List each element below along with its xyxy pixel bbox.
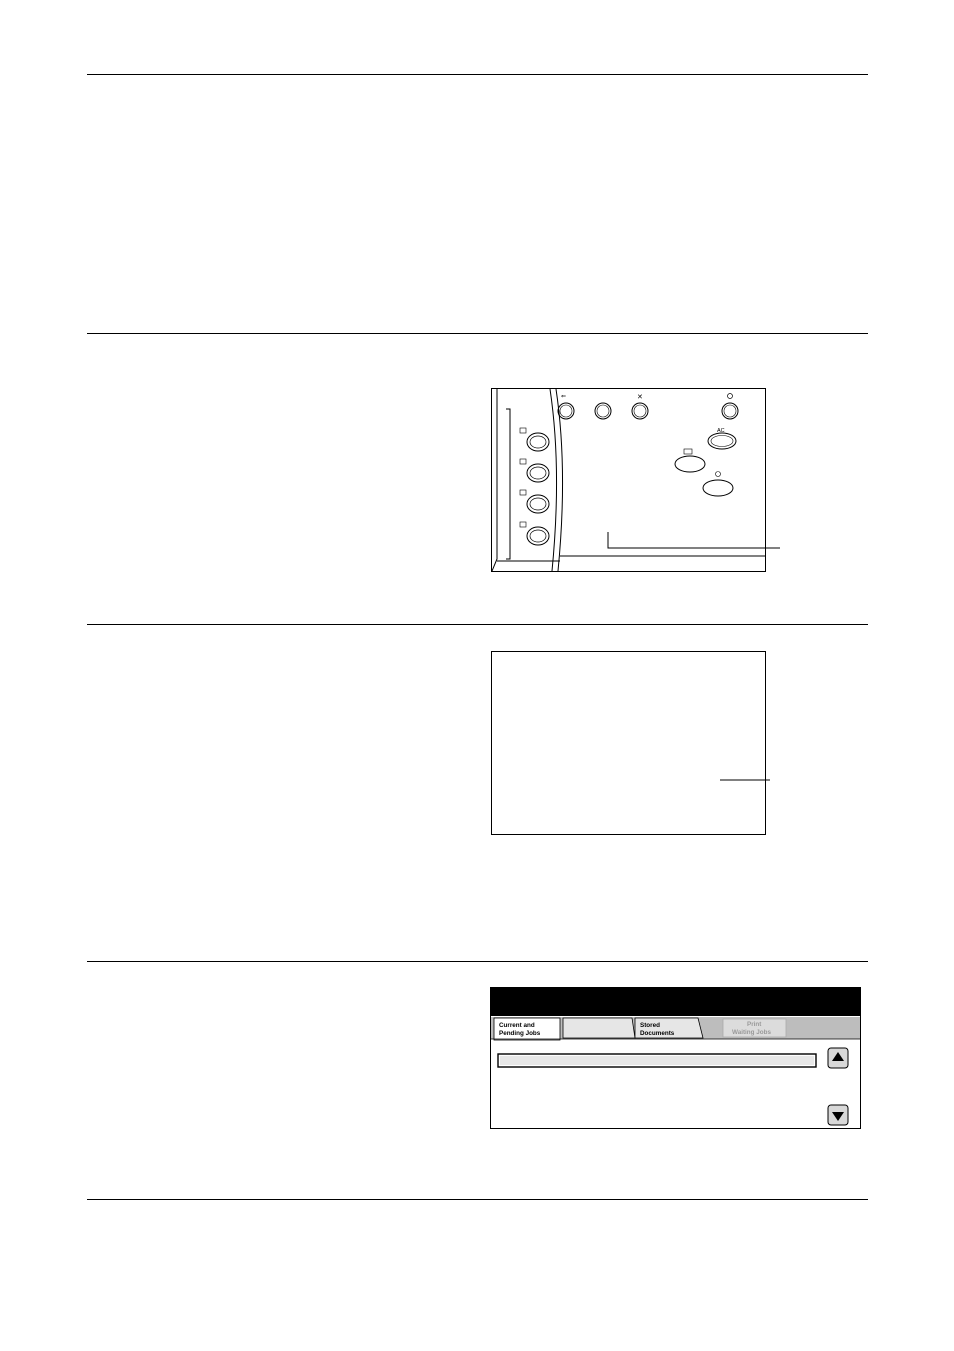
mode-icon <box>520 522 526 527</box>
start-button-leader-line <box>720 775 772 785</box>
mode-button-inner <box>530 467 546 479</box>
icon-label: ✕ <box>637 394 643 401</box>
job-status-screen-figure <box>490 987 861 1129</box>
icon-label: ⇐ <box>561 394 567 400</box>
section-3-rule <box>87 333 868 334</box>
tab-print-waiting-label: Waiting Jobs <box>732 1029 771 1036</box>
mode-icon <box>520 428 526 433</box>
function-button-inner <box>560 405 572 417</box>
tab-current-pending-label: Pending Jobs <box>499 1030 541 1037</box>
display-edge <box>506 409 510 559</box>
scroll-up-button[interactable] <box>828 1048 848 1068</box>
power-icon <box>728 394 733 399</box>
job-status-title-bar <box>491 988 860 1016</box>
section-4-rule <box>87 624 868 625</box>
control-panel-illustration <box>492 652 765 834</box>
mode-icon <box>520 490 526 495</box>
function-button <box>722 403 738 419</box>
ac-button-inner <box>711 436 733 447</box>
job-row-highlight <box>500 1056 814 1065</box>
function-button <box>595 403 611 419</box>
energy-icon <box>716 472 721 477</box>
tab-stored-documents-label: Documents <box>640 1030 675 1037</box>
tab-print-waiting-label: Print <box>747 1021 762 1028</box>
energy-saver-button <box>703 480 733 496</box>
job-status-screen <box>491 988 860 1128</box>
panel-frame <box>492 389 497 571</box>
tab-completed-jobs[interactable] <box>563 1018 635 1038</box>
c-button-leader-line <box>606 530 782 552</box>
footer-rule <box>87 1199 868 1200</box>
mode-icon <box>520 459 526 464</box>
mode-button-inner <box>530 436 546 448</box>
interrupt-icon <box>684 449 692 454</box>
mode-button-inner <box>530 498 546 510</box>
mode-button-inner <box>530 530 546 542</box>
ac-label: AC <box>717 428 725 434</box>
function-button-inner <box>597 405 609 417</box>
header-rule <box>87 74 868 75</box>
function-button <box>558 403 574 419</box>
scroll-down-button[interactable] <box>828 1105 848 1125</box>
function-button <box>632 403 648 419</box>
function-button-inner <box>724 405 736 417</box>
tab-stored-documents-label: Stored <box>640 1022 660 1029</box>
panel-curve <box>550 389 557 571</box>
interrupt-button <box>675 456 705 472</box>
tab-current-pending-label: Current and <box>499 1022 535 1029</box>
control-panel-figure-start <box>491 651 766 835</box>
section-5-rule <box>87 961 868 962</box>
function-button-inner <box>634 405 646 417</box>
